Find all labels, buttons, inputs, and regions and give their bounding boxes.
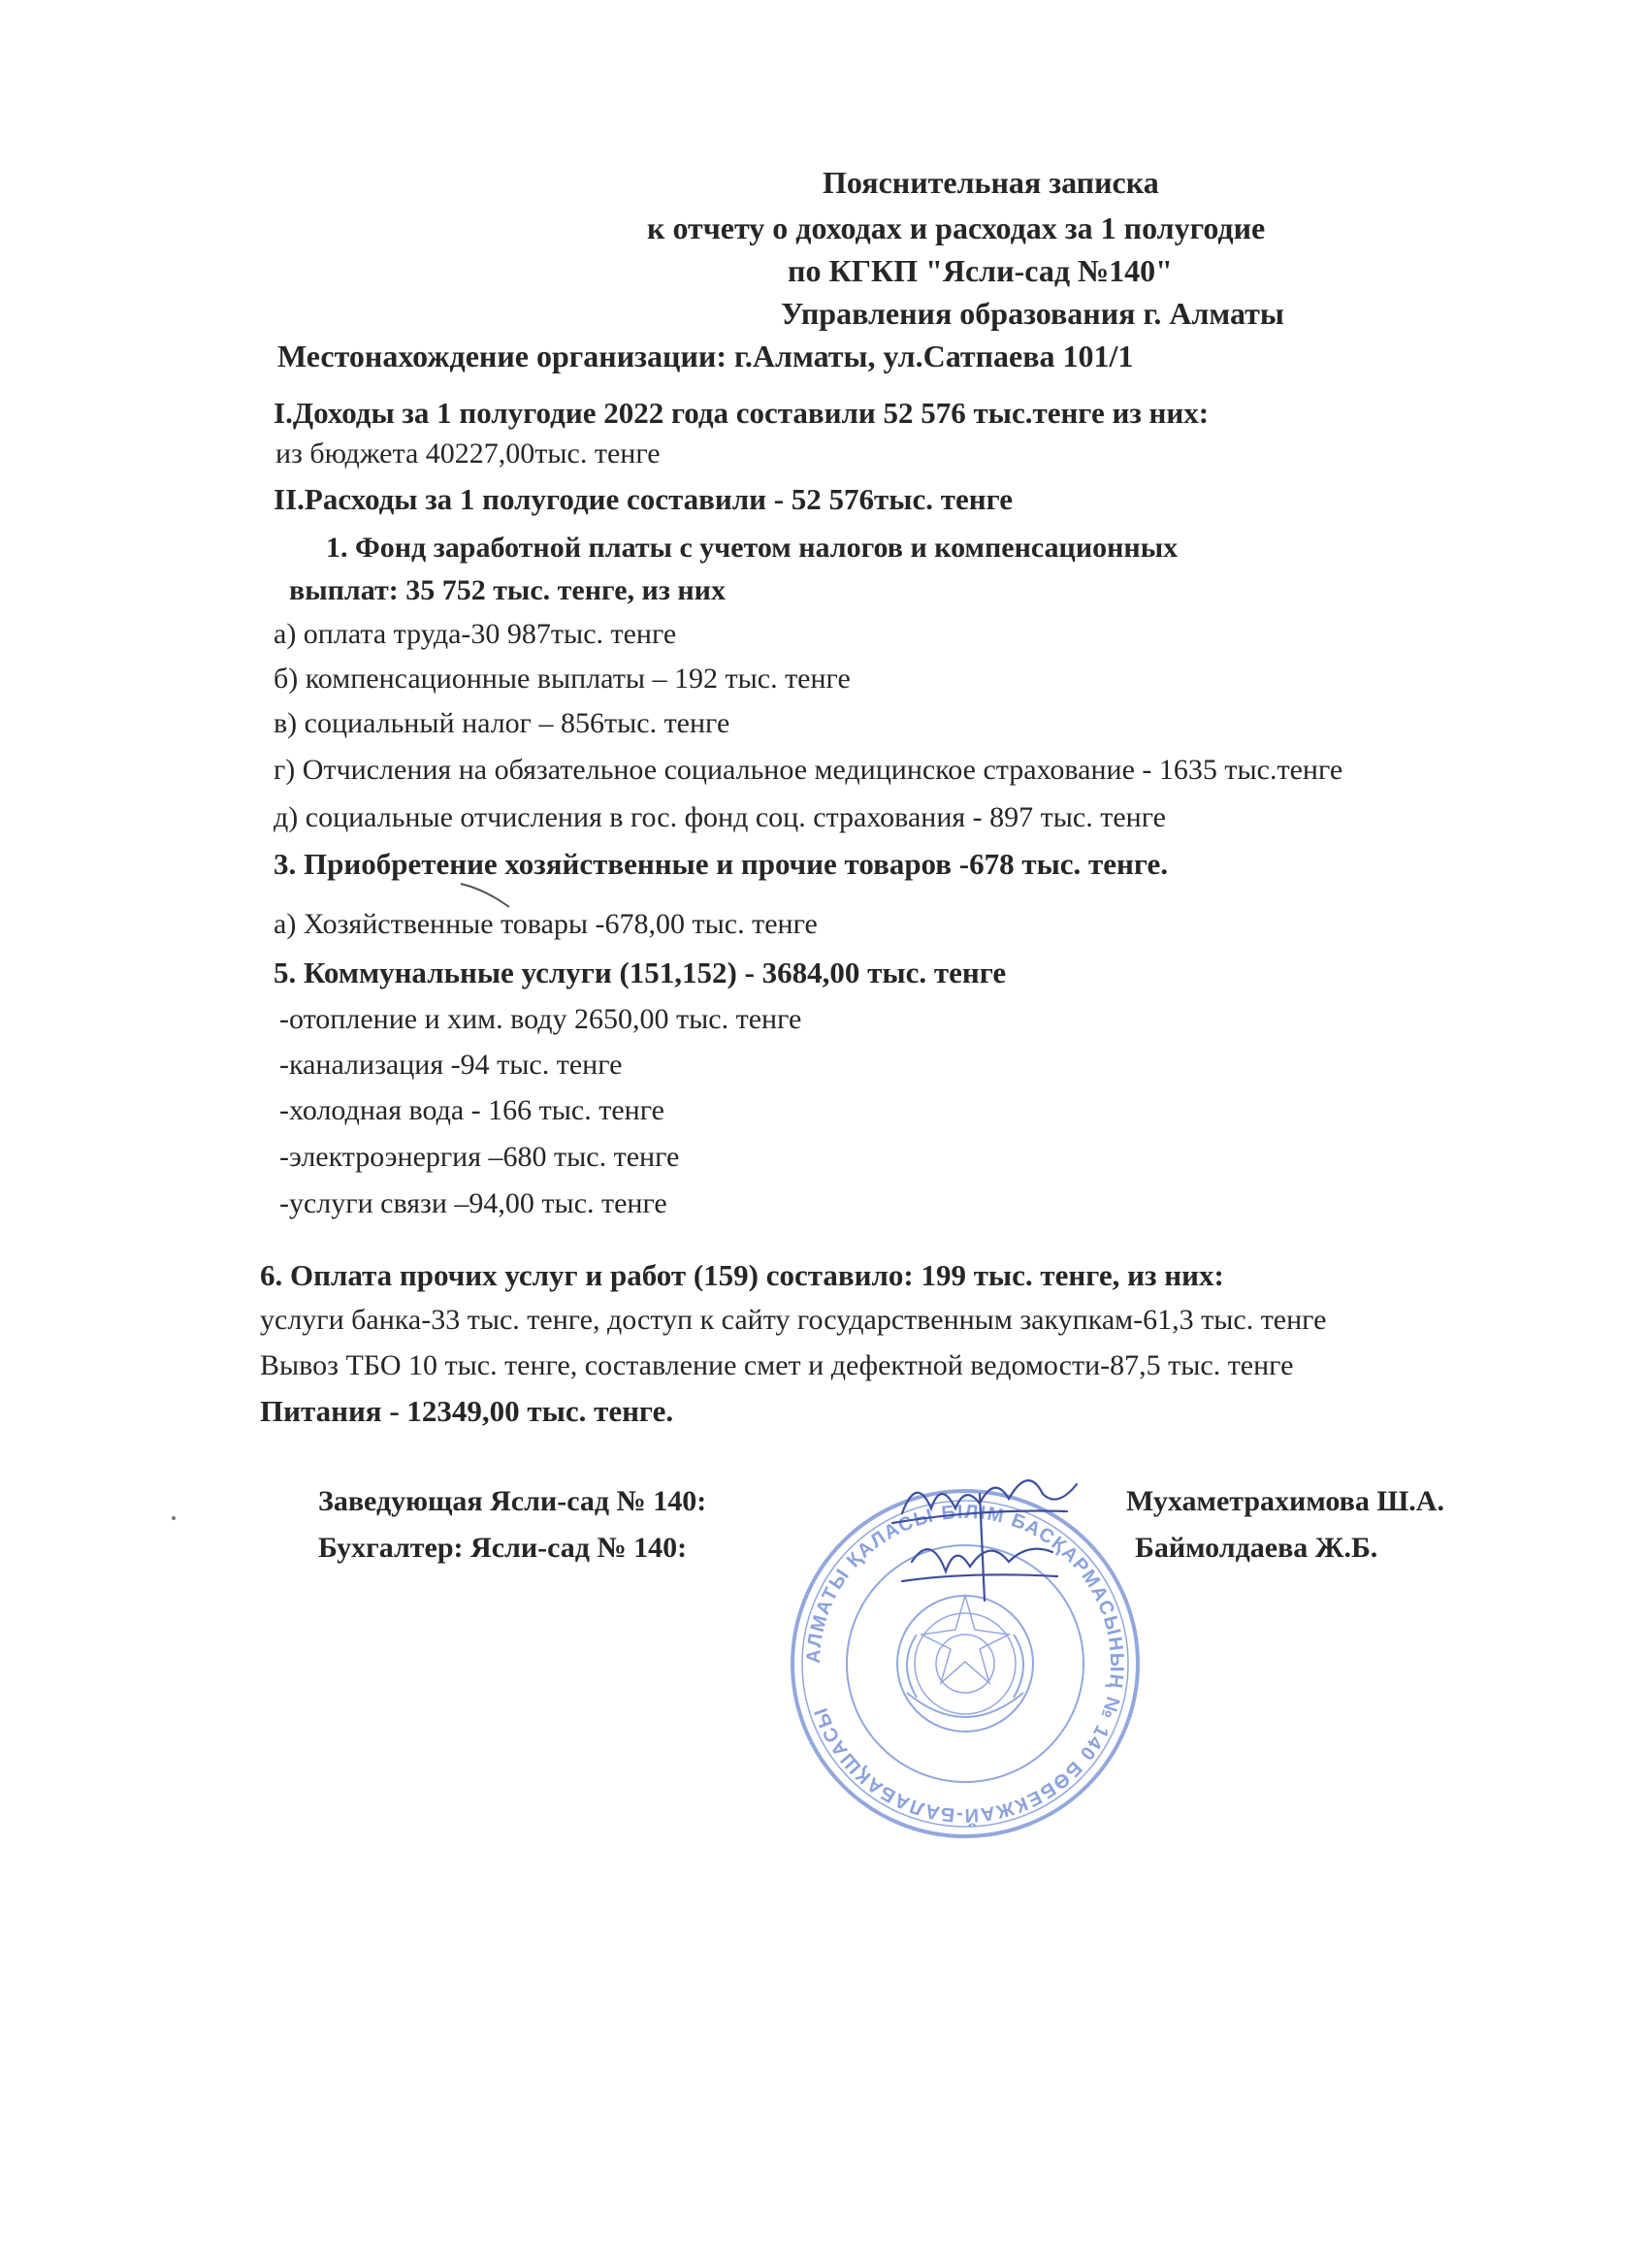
other-services-line: Вывоз ТБО 10 тыс. тенге, составление смет и дефектной ведомости-87,5 тыс. тенге: [260, 1349, 1294, 1381]
goods-heading: 3. Приобретение хозяйственные и прочие товаров -678 тыс. тенге.: [274, 847, 1169, 881]
utilities-item: -электроэнергия –680 тыс. тенге: [279, 1141, 680, 1173]
payroll-item: г) Отчисления на обязательное социальное медицинское страхование - 1635 тыс.тенге: [274, 754, 1343, 786]
department-name: Управления образования г. Алматы: [781, 296, 1284, 331]
other-services-heading: 6. Оплата прочих услуг и работ (159) составило: 199 тыс. тенге, из них:: [260, 1258, 1224, 1292]
payroll-item: а) оплата труда-30 987тыс. тенге: [274, 618, 677, 650]
organization-location: Местонахождение организации: г.Алматы, ул.Сатпаева 101/1: [277, 339, 1134, 373]
document-title: Пояснительная записка: [823, 165, 1159, 200]
payroll-heading-1: 1. Фонд заработной платы с учетом налогов и компенсационных: [326, 532, 1179, 564]
goods-item: а) Хозяйственные товары -678,00 тыс. тенге: [274, 908, 818, 940]
food-expense: Питания - 12349,00 тыс. тенге.: [260, 1394, 674, 1428]
accountant-signature-label: Бухгалтер: Ясли-сад № 140:: [318, 1532, 688, 1564]
document-subtitle: к отчету о доходах и расходах за 1 полугодие: [647, 211, 1266, 245]
handwritten-signature: [873, 1455, 1106, 1610]
utilities-item: -холодная вода - 166 тыс. тенге: [279, 1094, 664, 1126]
utilities-item: -услуги связи –94,00 тыс. тенге: [279, 1187, 667, 1219]
pen-mark: [456, 878, 534, 917]
seal-text: АЛМАТЫ ҚАЛАСЫ БІЛІМ БАСҚАРМАСЫНЫҢ № 140 БӨБЕКЖАЙ-БАЛАБАҚШАСЫ: [802, 1501, 1128, 1827]
payroll-item: в) социальный налог – 856тыс. тенге: [274, 707, 730, 739]
head-signature-label: Заведующая Ясли-сад № 140:: [318, 1485, 707, 1517]
payroll-item: д) социальные отчисления в гос. фонд соц. страхования - 897 тыс. тенге: [274, 801, 1166, 833]
utilities-item: -отопление и хим. воду 2650,00 тыс. тенге: [279, 1003, 802, 1035]
expenses-heading: II.Расходы за 1 полугодие составили - 52 576тыс. тенге: [274, 482, 1014, 516]
accountant-signature-name: Баймолдаева Ж.Б.: [1135, 1532, 1378, 1564]
income-heading: I.Доходы за 1 полугодие 2022 года составили 52 576 тыс.тенге из них:: [274, 396, 1210, 430]
income-budget: из бюджета 40227,00тыс. тенге: [275, 437, 661, 470]
payroll-item: б) компенсационные выплаты – 192 тыс. тенге: [274, 663, 851, 695]
head-signature-name: Мухаметрахимова Ш.А.: [1126, 1485, 1444, 1517]
utilities-item: -канализация -94 тыс. тенге: [279, 1049, 623, 1081]
other-services-line: услуги банка-33 тыс. тенге, доступ к сайту государственным закупкам-61,3 тыс. тенге: [260, 1304, 1327, 1336]
scan-speck: [172, 1516, 176, 1520]
organization-name: по КГКП "Ясли-сад №140": [788, 253, 1173, 288]
payroll-heading-2: выплат: 35 752 тыс. тенге, из них: [289, 574, 726, 606]
utilities-heading: 5. Коммунальные услуги (151,152) - 3684,00 тыс. тенге: [274, 956, 1007, 989]
